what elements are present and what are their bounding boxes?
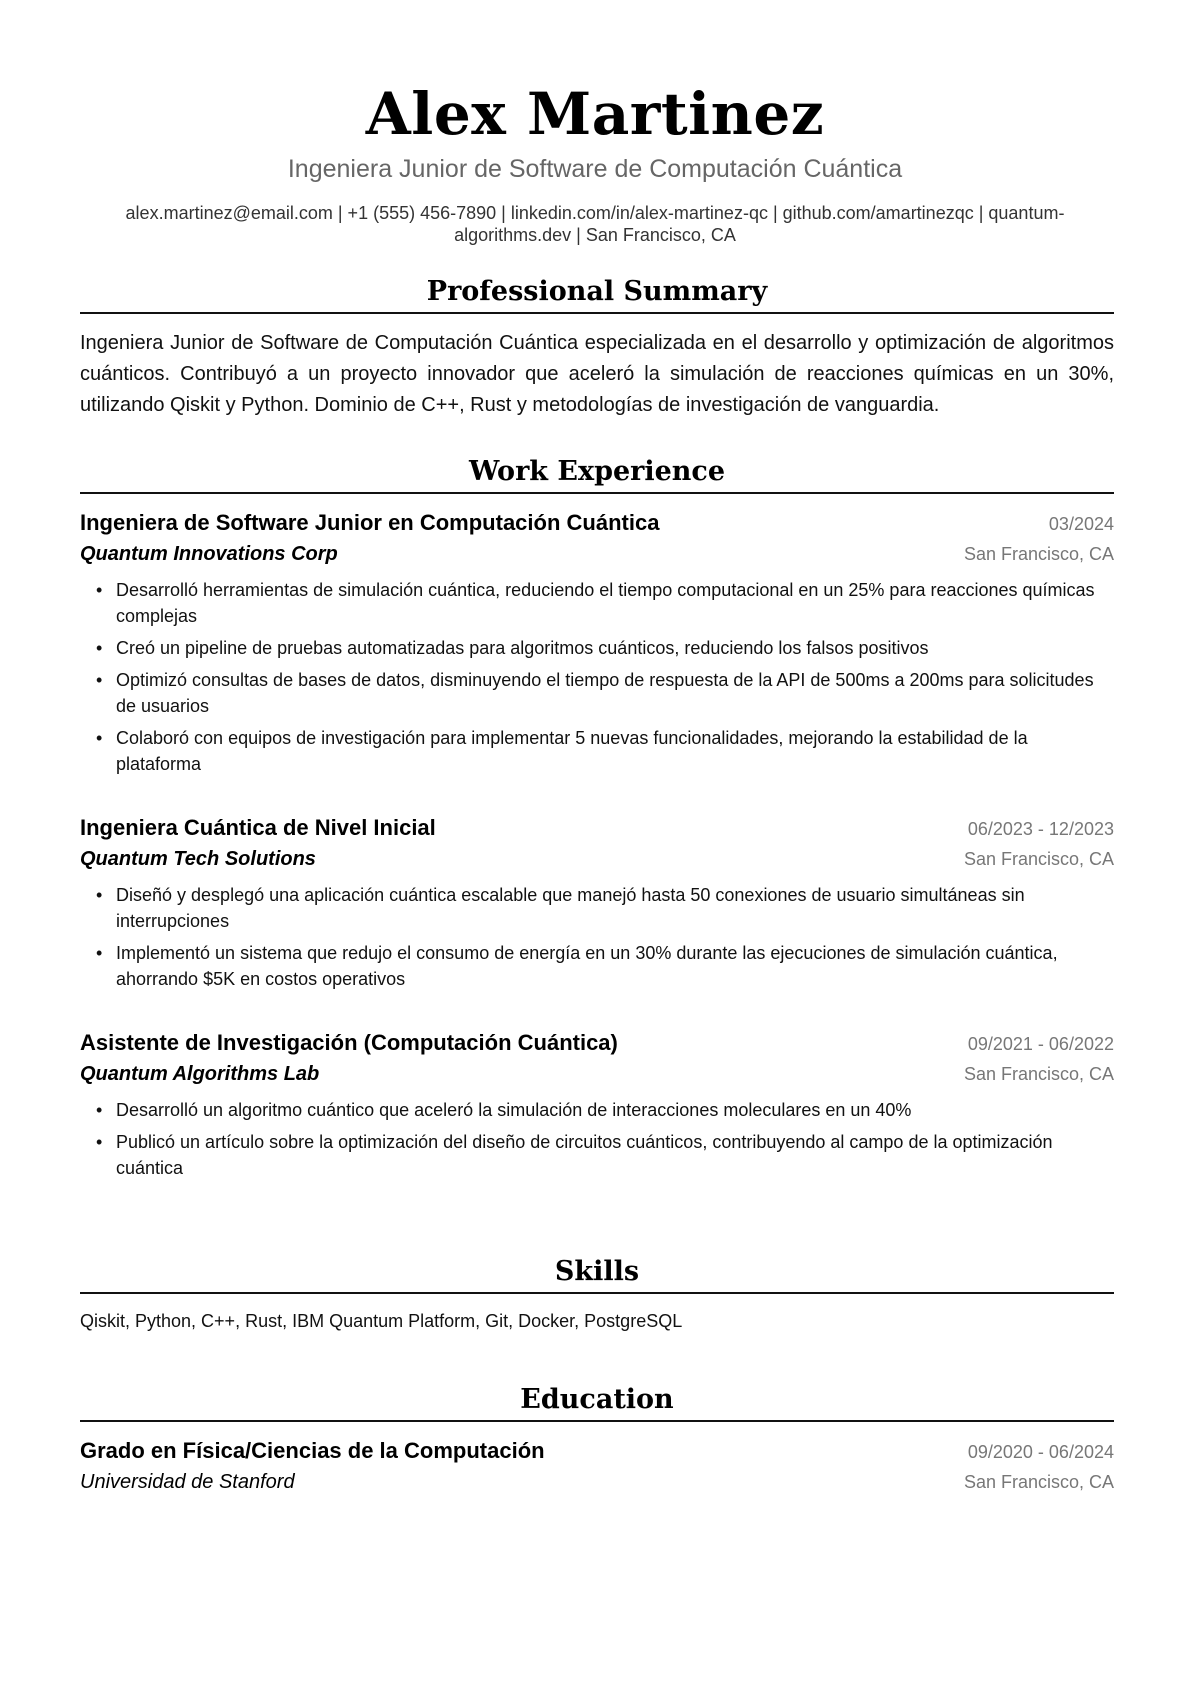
job-company: Quantum Innovations Corp <box>80 543 338 565</box>
job-location: San Francisco, CA <box>963 849 1114 869</box>
job-bullet: • Publicó un artículo sobre la optimización del diseño de circuitos cuánticos, contribuyendo al campo de la optimización cuántica <box>116 1129 1114 1181</box>
job-bullets <box>80 1097 1114 1181</box>
job-entry <box>80 508 1114 777</box>
job-bullet: • Desarrolló un algoritmo cuántico que aceleró la simulación de interacciones moleculares en un 40% <box>116 1097 1114 1123</box>
job-entry <box>80 1028 1114 1181</box>
job-bullet: • Creó un pipeline de pruebas automatizadas para algoritmos cuánticos, reduciendo los falsos positivos <box>116 635 1114 661</box>
experience-section <box>80 454 1114 1187</box>
education-date: 09/2020 - 06/2024 <box>967 1442 1114 1462</box>
job-date: 09/2021 - 06/2022 <box>967 1034 1114 1054</box>
job-location: San Francisco, CA <box>963 1064 1114 1084</box>
job-location: San Francisco, CA <box>963 544 1114 564</box>
job-bullet: • Colaboró con equipos de investigación para implementar 5 nuevas funcionalidades, mejorando la estabilidad de la plataforma <box>116 725 1114 777</box>
section-title-education: Education <box>80 1382 1114 1422</box>
section-title-skills: Skills <box>80 1254 1114 1294</box>
job-bullet: • Optimizó consultas de bases de datos, disminuyendo el tiempo de respuesta de la API de 500ms a 200ms para solicitudes de usuarios <box>116 667 1114 719</box>
job-entry <box>80 813 1114 992</box>
education-section <box>80 1382 1114 1497</box>
job-bullets <box>80 882 1114 992</box>
job-title: Ingeniera de Software Junior en Computación Cuántica <box>80 510 660 535</box>
contact-info: alex.martinez@email.com | +1 (555) 456-7890 | linkedin.com/in/alex-martinez-qc | github.com/amartinezqc | quantum-algorithms.dev | San Francisco, CA <box>125 203 1065 245</box>
job-date: 03/2024 <box>1048 514 1114 534</box>
job-bullet: • Desarrolló herramientas de simulación cuántica, reduciendo el tiempo computacional en un 25% para reacciones químicas complejas <box>116 577 1114 629</box>
education-degree: Grado en Física/Ciencias de la Computación <box>80 1438 545 1463</box>
job-bullets <box>80 577 1114 777</box>
candidate-name: Alex Martinez <box>365 80 825 148</box>
education-school: Universidad de Stanford <box>80 1471 295 1493</box>
job-date: 06/2023 - 12/2023 <box>967 819 1114 839</box>
education-location: San Francisco, CA <box>963 1472 1114 1492</box>
job-bullet: • Diseñó y desplegó una aplicación cuántica escalable que manejó hasta 50 conexiones de usuario simultáneas sin interrupciones <box>116 882 1114 934</box>
section-title-experience: Work Experience <box>80 454 1114 494</box>
section-title-summary: Professional Summary <box>80 274 1114 314</box>
skills-section <box>80 1254 1114 1334</box>
job-title: Asistente de Investigación (Computación Cuántica) <box>80 1030 618 1055</box>
job-company: Quantum Tech Solutions <box>80 848 316 870</box>
job-bullet: • Implementó un sistema que redujo el consumo de energía en un 30% durante las ejecuciones de simulación cuántica, ahorrando $5K en costos operativos <box>116 940 1114 992</box>
summary-text: Ingeniera Junior de Software de Computación Cuántica especializada en el desarrollo y optimización de algoritmos cuánticos. Contribuyó a un proyecto innovador que aceleró la simulación de reacciones químicas en un 30%, utilizando Qiskit y Python. Dominio de C++, Rust y metodologías de investigación de vanguardia. <box>80 332 1114 416</box>
job-title: Ingeniera Cuántica de Nivel Inicial <box>80 815 436 840</box>
education-entry <box>80 1436 1114 1497</box>
summary-section <box>80 274 1114 421</box>
skills-list: Qiskit, Python, C++, Rust, IBM Quantum Platform, Git, Docker, PostgreSQL <box>80 1311 683 1331</box>
job-company: Quantum Algorithms Lab <box>80 1063 320 1085</box>
candidate-headline: Ingeniera Junior de Software de Computación Cuántica <box>287 155 903 183</box>
resume-header <box>0 80 1190 246</box>
